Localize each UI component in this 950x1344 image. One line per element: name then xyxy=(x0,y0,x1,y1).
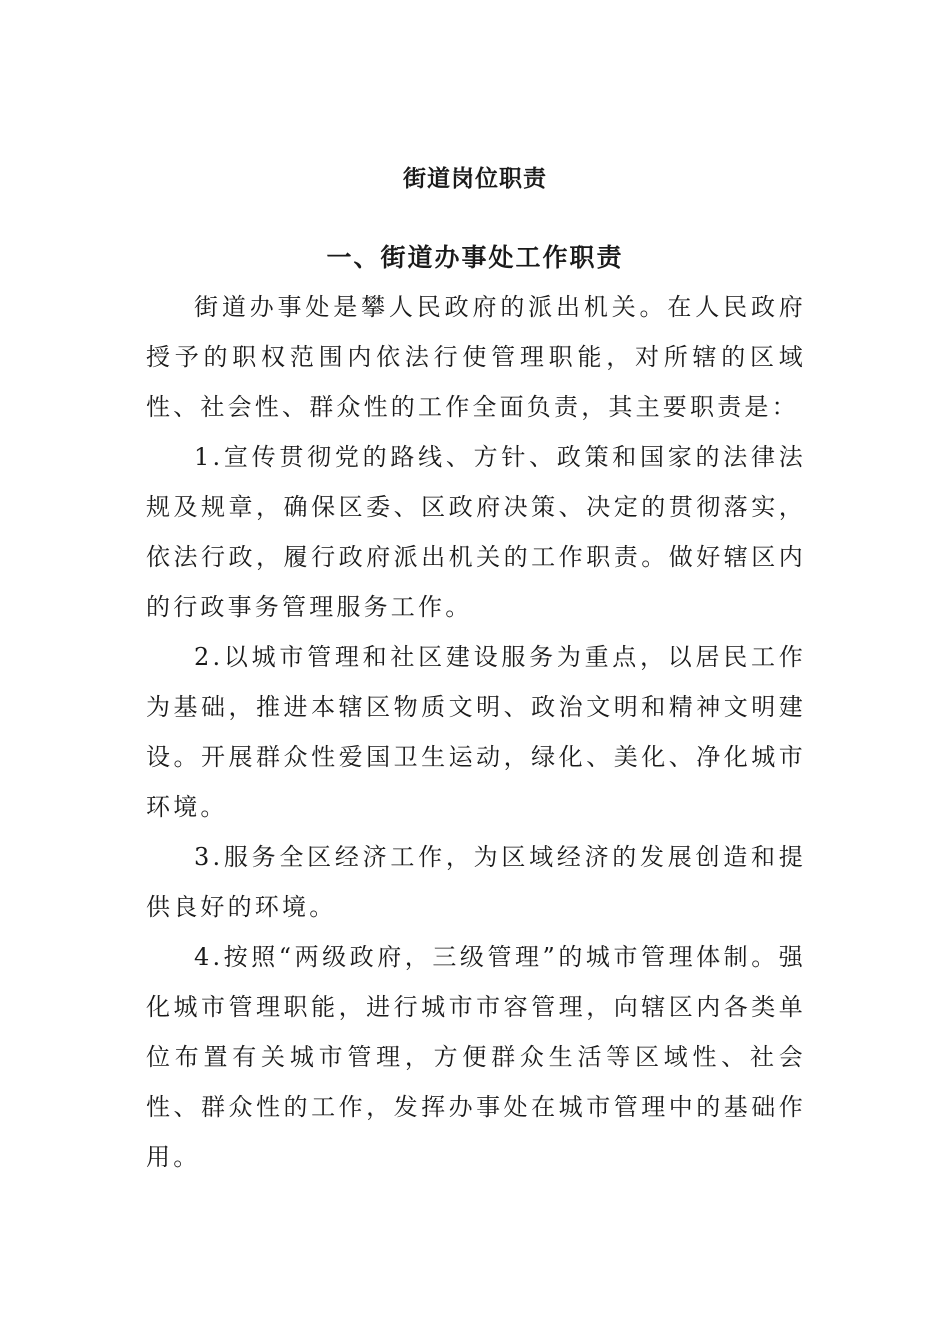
duty-item-2: 2.以城市管理和社区建设服务为重点，以居民工作为基础，推进本辖区物质文明、政治文明和精神文明建设。开展群众性爱国卫生运动，绿化、美化、净化城市环境。 xyxy=(146,643,806,821)
document-title: 街道岗位职责 xyxy=(403,166,547,192)
document-body xyxy=(146,282,806,1182)
duty-item-4: 4.按照“两级政府，三级管理”的城市管理体制。强化城市管理职能，进行城市市容管理，向辖区内各类单位布置有关城市管理，方便群众生活等区域性、社会性、群众性的工作，发挥办事处在城市管理中的基础作用。 xyxy=(146,943,806,1171)
section-heading: 一、街道办事处工作职责 xyxy=(326,243,624,272)
intro-paragraph: 街道办事处是攀人民政府的派出机关。在人民政府授予的职权范围内依法行使管理职能，对所辖的区域性、社会性、群众性的工作全面负责，其主要职责是： xyxy=(146,293,806,421)
duty-item-1: 1.宣传贯彻党的路线、方针、政策和国家的法律法规及规章，确保区委、区政府决策、决定的贯彻落实，依法行政，履行政府派出机关的工作职责。做好辖区内的行政事务管理服务工作。 xyxy=(146,443,806,621)
duty-item-3: 3.服务全区经济工作，为区域经济的发展创造和提供良好的环境。 xyxy=(146,843,806,921)
